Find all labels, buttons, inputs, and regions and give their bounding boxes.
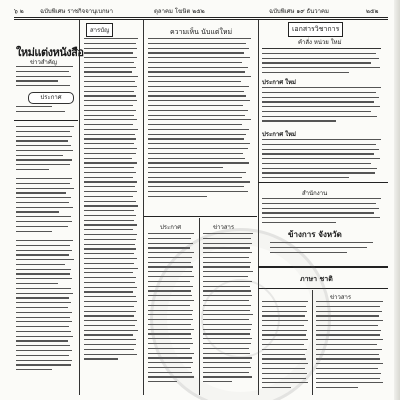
col1-subheading: ข่าวสำคัญ: [30, 59, 57, 66]
lower-head-c: ข่าวสาร: [330, 294, 352, 301]
col4-line1: คำสั่ง หน่วย ใหม่: [298, 39, 342, 46]
col3-heading: ความเห็น นับแต่ใหม่: [170, 28, 233, 36]
page-number-left: ๖ ๒: [14, 8, 24, 15]
col1-pill-label: ประกาศ: [28, 92, 74, 104]
section-rule: [14, 120, 78, 121]
top-rule: [14, 17, 388, 18]
watermark-seal: [150, 228, 331, 400]
top-rule-double: [14, 19, 388, 20]
col3-body-top: [148, 38, 255, 201]
col1-body-1: [16, 126, 76, 174]
header-title-left: ฉบับพิเศษ ราชกิจจานุเบกษา: [40, 8, 113, 15]
column-rule: [79, 20, 80, 395]
col4-box-title: เอกสารวิชาการ: [288, 22, 343, 37]
col4-body-3: [262, 139, 386, 182]
col1-text-top: [16, 66, 76, 90]
page-header: [14, 7, 388, 16]
col4-section2-head: ประกาศ ใหม่: [262, 131, 296, 138]
section-rule: [258, 182, 388, 183]
section-rule: [144, 216, 257, 217]
lower-head-b: ข่าวสาร: [213, 224, 235, 231]
col4-section1-head: ประกาศ ใหม่: [262, 79, 296, 86]
col4-body-4: [262, 198, 386, 227]
header-title-right: ฉบับพิเศษ ๑๙ ธันวาคม: [269, 8, 329, 15]
page-edge: [394, 0, 400, 400]
col1-body-3: [16, 240, 76, 374]
header-date-left: ตุลาคม โฆษิต ๒๕๒: [154, 8, 205, 15]
header-page-right: ๒๕๒: [366, 8, 379, 15]
column-rule: [143, 20, 144, 395]
col4-big-heading: ข้างการ จังหวัด: [288, 229, 342, 239]
masthead-title: ใหม่แต่งหนังสือ: [16, 46, 84, 59]
lower-head-a: ประกาศ: [160, 224, 182, 231]
col1-body-2: [16, 178, 76, 235]
col4-mid-title: ภาษา ชาติ: [300, 274, 333, 283]
col4-box-heading: สำนักงาน: [302, 190, 328, 197]
col1-text-mid: [16, 106, 76, 116]
col2-heading: สารบัญ: [86, 23, 113, 37]
col4-body-2: [262, 87, 386, 125]
col4-body-1: [262, 48, 386, 77]
col2-body: [84, 38, 140, 363]
